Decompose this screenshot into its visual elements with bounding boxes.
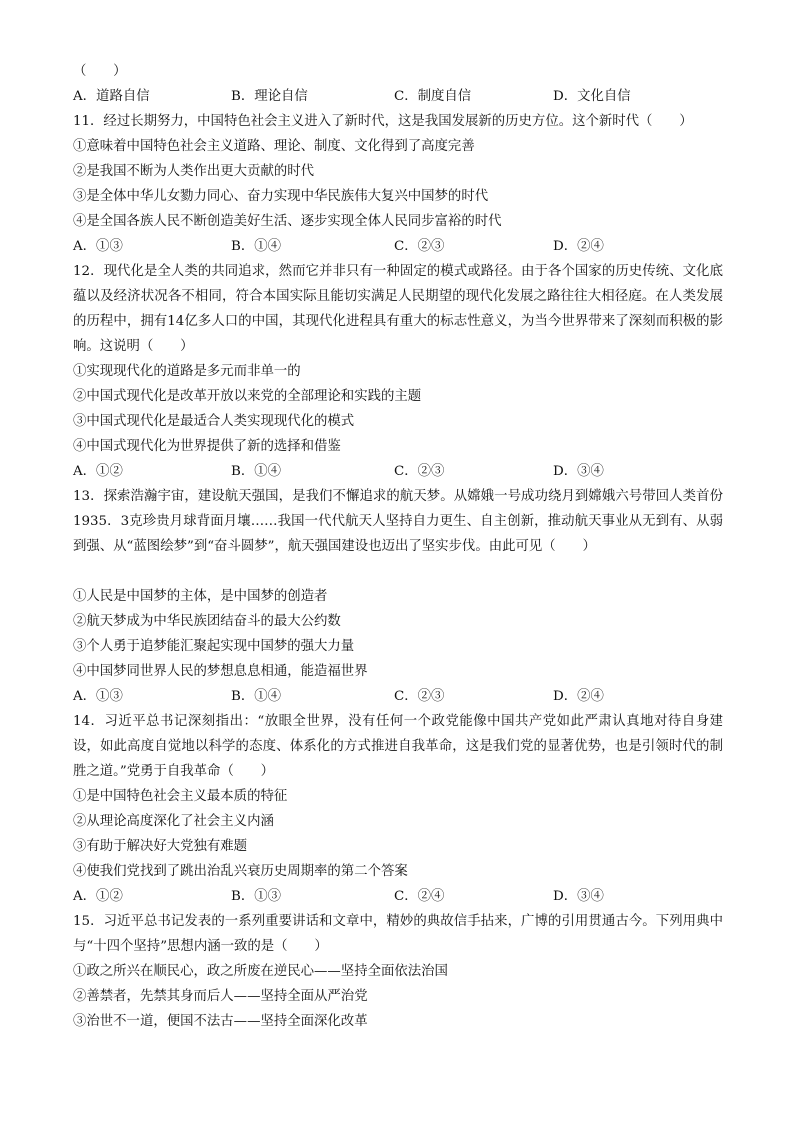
q11-option-c: C．②③	[394, 239, 445, 254]
q13-option-a: A．①③	[73, 689, 123, 704]
q15-stem: 15．习近平总书记发表的一系列重要讲话和文章中，精妙的典故信手拈来，广博的引用贯通古今。下列用典中与“十四个坚持”思想内涵一致的是（ ）	[73, 914, 723, 954]
q14-option-a: A．①②	[73, 889, 123, 904]
q11-option-d: D．②④	[553, 239, 604, 254]
q11-option-a: A．①③	[73, 239, 123, 254]
q15-item-3: ③治世不一道，便国不法古——坚持全面深化改革	[73, 1014, 368, 1029]
q12-option-b: B．①④	[231, 464, 282, 479]
q11-item-1: ①意味着中国特色社会主义道路、理论、制度、文化得到了高度完善	[73, 139, 475, 154]
q14-item-4: ④使我们党找到了跳出治乱兴衰历史周期率的第二个答案	[73, 864, 408, 879]
q10-option-d: D．文化自信	[553, 89, 631, 104]
q13-item-3: ③个人勇于追梦能汇聚起实现中国梦的强大力量	[73, 639, 355, 654]
q15-item-1: ①政之所兴在顺民心，政之所废在逆民心——坚持全面依法治国	[73, 964, 448, 979]
q11-item-3: ③是全体中华儿女勠力同心、奋力实现中华民族伟大复兴中国梦的时代	[73, 189, 489, 204]
q12-option-c: C．②③	[394, 464, 445, 479]
q13-item-1: ①人民是中国梦的主体，是中国梦的创造者	[73, 589, 328, 604]
q14-option-b: B．①③	[231, 889, 282, 904]
q12-item-4: ④中国式现代化为世界提供了新的选择和借鉴	[73, 439, 341, 454]
q11-stem: 11．经过长期努力，中国特色社会主义进入了新时代，这是我国发展新的历史方位。这个新时代（ ）	[73, 114, 693, 129]
q11-item-4: ④是全国各族人民不断创造美好生活、逐步实现全体人民同步富裕的时代	[73, 214, 502, 229]
q12-option-a: A．①②	[73, 464, 123, 479]
q13-option-c: C．②③	[394, 689, 445, 704]
q13-option-b: B．①④	[231, 689, 282, 704]
q10-option-a: A．道路自信	[73, 89, 150, 104]
q14-item-1: ①是中国特色社会主义最本质的特征	[73, 789, 288, 804]
q13-options	[73, 688, 723, 706]
q14-options	[73, 888, 723, 906]
q12-item-3: ③中国式现代化是最适合人类实现现代化的模式	[73, 414, 355, 429]
q13-item-4: ④中国梦同世界人民的梦想息息相通，能造福世界	[73, 664, 368, 679]
q12-item-1: ①实现现代化的道路是多元而非单一的	[73, 364, 301, 379]
q15-item-2: ②善禁者，先禁其身而后人——坚持全面从严治党	[73, 989, 368, 1004]
q10-answer-paren: （ ）	[73, 64, 127, 79]
q12-stem: 12．现代化是全人类的共同追求，然而它并非只有一种固定的模式或路径。由于各个国家的历史传统、文化底蕴以及经济状况各不相同，符合本国实际且能切实满足人民期望的现代化发展之路往往大相径庭。在人类发展的历程中，拥有14亿多人口的中国，其现代化进程具有重大的标志性意义，为当今世界带来了深刻而积极的影响。这说明（ ）	[73, 264, 723, 354]
q11-item-2: ②是我国不断为人类作出更大贡献的时代	[73, 164, 315, 179]
q10-option-c: C．制度自信	[394, 89, 472, 104]
q12-item-2: ②中国式现代化是改革开放以来党的全部理论和实践的主题	[73, 389, 422, 404]
q13-stem: 13．探索浩瀚宇宙，建设航天强国，是我们不懈追求的航天梦。从嫦娥一号成功绕月到嫦娥六号带回人类首份1935．3克珍贵月球背面月壤……我国一代代航天人坚持自力更生、自主创新，推动航天事业从无到有、从弱到强、从“蓝图绘梦”到“奋斗圆梦”，航天强国建设也迈出了坚实步伐。由此可见（ ）	[73, 489, 723, 554]
q14-item-2: ②从理论高度深化了社会主义内涵	[73, 814, 274, 829]
q14-stem: 14．习近平总书记深刻指出：“放眼全世界，没有任何一个政党能像中国共产党如此严肃认真地对待自身建设，如此高度自觉地以科学的态度、体系化的方式推进自我革命，这是我们党的显著优势，也是引领时代的制胜之道。”党勇于自我革命（ ）	[73, 714, 723, 779]
q13-option-d: D．②④	[553, 689, 604, 704]
q10-option-b: B．理论自信	[231, 89, 308, 104]
q14-option-c: C．②④	[394, 889, 445, 904]
q11-options	[73, 238, 723, 256]
q13-item-2: ②航天梦成为中华民族团结奋斗的最大公约数	[73, 614, 341, 629]
q10-options	[73, 88, 723, 106]
q12-options	[73, 463, 723, 481]
q11-option-b: B．①④	[231, 239, 282, 254]
q14-item-3: ③有助于解决好大党独有难题	[73, 839, 248, 854]
q14-option-d: D．③④	[553, 889, 604, 904]
q12-option-d: D．③④	[553, 464, 604, 479]
